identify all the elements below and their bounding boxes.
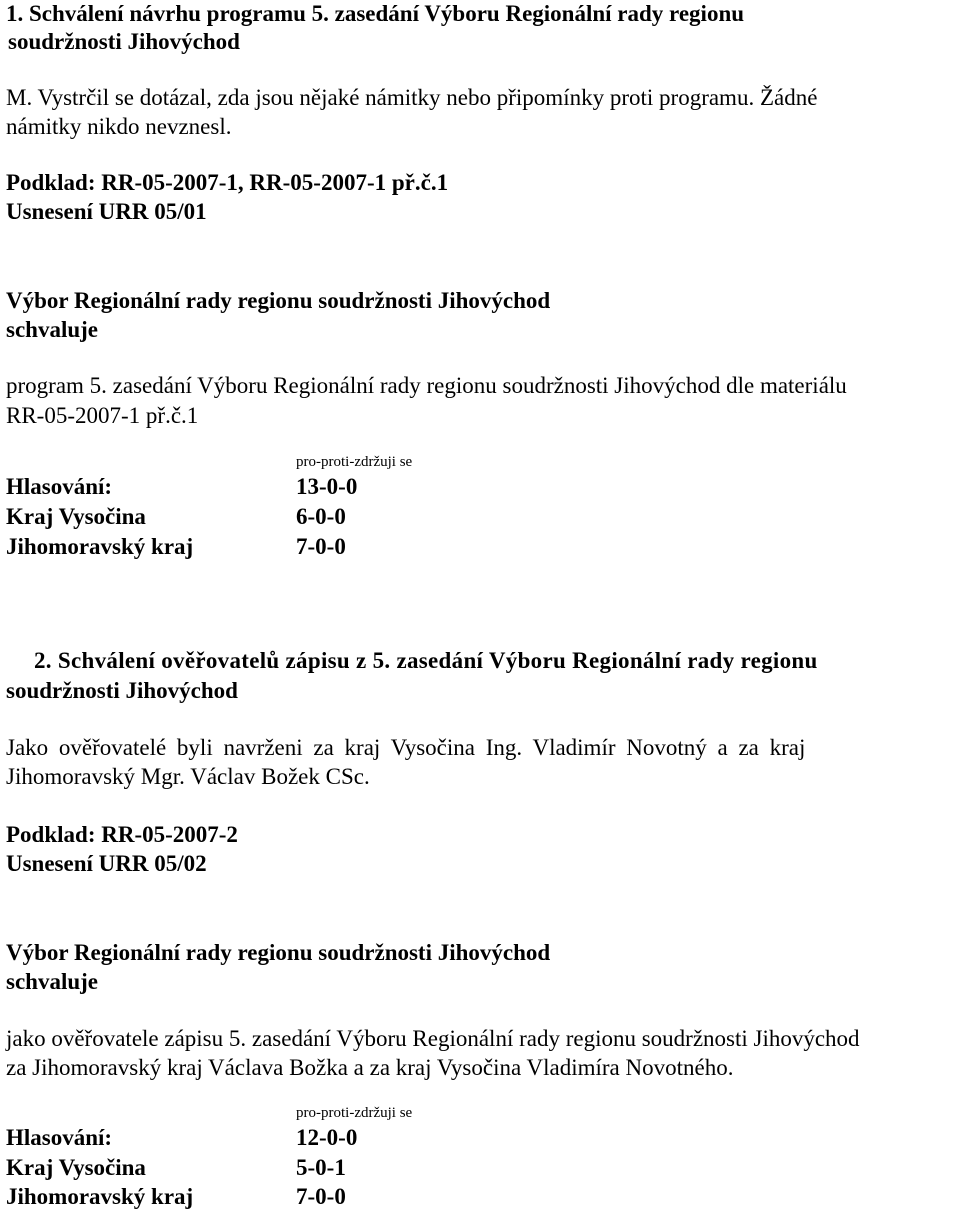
- section2-vote-row: [6, 1183, 346, 1211]
- section1-vote-row: [6, 503, 346, 531]
- section1-vote-row: [6, 533, 346, 561]
- section2-vote-header: pro-proti-zdržuji se: [296, 1105, 413, 1121]
- section2-paragraph-line1: Jako ověřovatelé byli navrženi za kraj Vysočina Ing. Vladimír Novotný a za kraj: [6, 735, 806, 760]
- vote-value: 13-0-0: [296, 474, 358, 499]
- vote-value: 7-0-0: [296, 534, 346, 559]
- vote-value: 7-0-0: [296, 1184, 346, 1209]
- section2-committee: Výbor Regionální rady regionu soudržnosti Jihovýchod: [6, 940, 551, 965]
- section2-vote-row: [6, 1124, 357, 1152]
- vote-label: Hlasování:: [6, 1125, 113, 1150]
- section1-action: schvaluje: [6, 317, 98, 342]
- section2-action: schvaluje: [6, 969, 98, 994]
- section1-podklad: Podklad: RR-05-2007-1, RR-05-2007-1 př.č.1: [6, 170, 449, 195]
- vote-value: 12-0-0: [296, 1125, 358, 1150]
- section2-heading-line1: 2. Schválení ověřovatelů zápisu z 5. zasedání Výboru Regionální rady regionu: [34, 648, 818, 673]
- vote-label: Kraj Vysočina: [6, 1155, 146, 1180]
- section1-body-line1: program 5. zasedání Výboru Regionální rady regionu soudržnosti Jihovýchod dle materiálu: [6, 373, 847, 398]
- vote-label: Hlasování:: [6, 474, 113, 499]
- vote-label: Jihomoravský kraj: [6, 1184, 194, 1209]
- section1-vote-row: [6, 473, 357, 501]
- section2-podklad: Podklad: RR-05-2007-2: [6, 822, 238, 847]
- vote-value: 6-0-0: [296, 504, 346, 529]
- section1-committee: Výbor Regionální rady regionu soudržnosti Jihovýchod: [6, 288, 551, 313]
- section2-paragraph-line2: Jihomoravský Mgr. Václav Božek CSc.: [6, 764, 370, 789]
- section1-paragraph-line1: M. Vystrčil se dotázal, zda jsou nějaké námitky nebo připomínky proti programu. Žádné: [6, 85, 818, 110]
- section1-vote-header: pro-proti-zdržuji se: [296, 454, 413, 470]
- section2-usneseni: Usnesení URR 05/02: [6, 851, 207, 876]
- section2-heading-line2: soudržnosti Jihovýchod: [6, 678, 238, 703]
- section2-vote-row: [6, 1154, 346, 1182]
- vote-label: Kraj Vysočina: [6, 504, 146, 529]
- section1-paragraph-line2: námitky nikdo nevznesl.: [6, 114, 232, 139]
- vote-value: 5-0-1: [296, 1155, 346, 1180]
- section2-body-line1: jako ověřovatele zápisu 5. zasedání Výboru Regionální rady regionu soudržnosti Jihovýchod: [6, 1026, 860, 1051]
- section1-heading-line2: soudržnosti Jihovýchod: [8, 29, 240, 54]
- vote-label: Jihomoravský kraj: [6, 534, 194, 559]
- section1-usneseni: Usnesení URR 05/01: [6, 199, 207, 224]
- section1-body-line2: RR-05-2007-1 př.č.1: [6, 403, 199, 428]
- section1-heading-line1: 1. Schválení návrhu programu 5. zasedání Výboru Regionální rady regionu: [6, 1, 745, 26]
- section2-body-line2: za Jihomoravský kraj Václava Božka a za kraj Vysočina Vladimíra Novotného.: [6, 1055, 734, 1080]
